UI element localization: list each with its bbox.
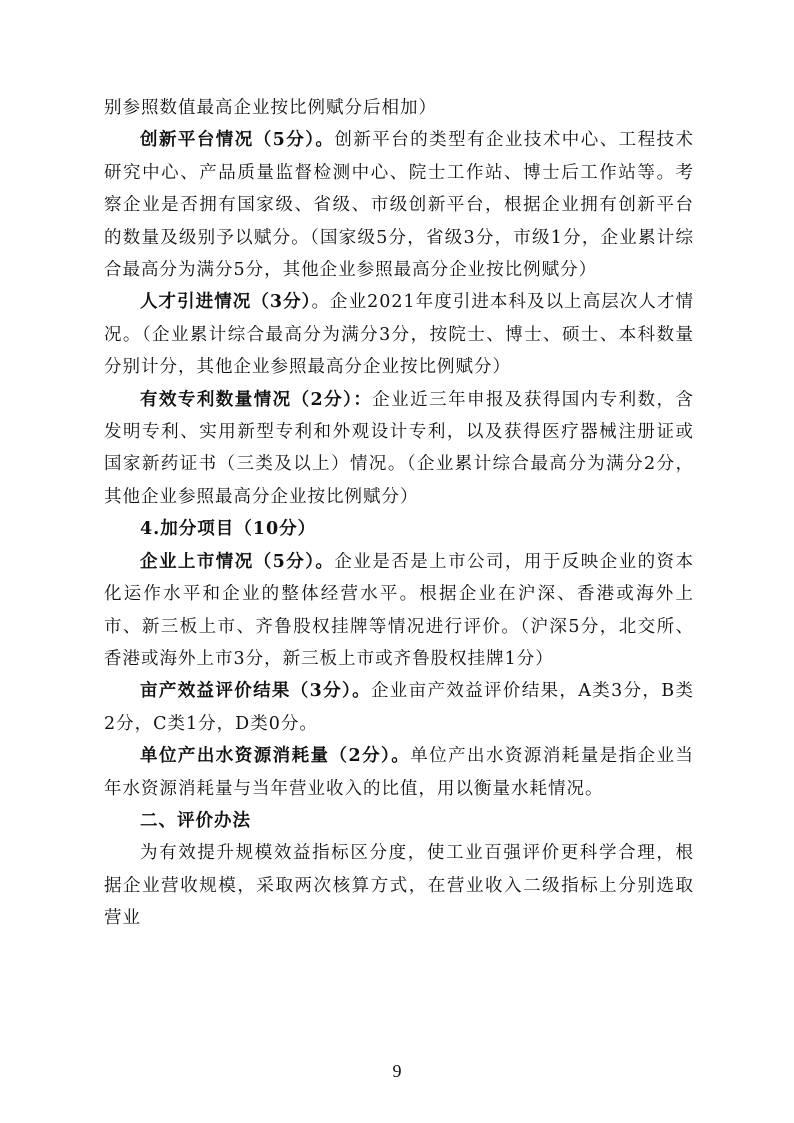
paragraph-heading: 二、评价办法 (140, 810, 251, 831)
paragraph-water-consumption (104, 740, 694, 805)
paragraph-text: 企业是否是上市公司，用于反映企业的资本化运作水平和企业的整体经营水平。根据企业在沪深、香港或海外上市、新三板上市、齐鲁股权挂牌等情况进行评价。（沪深5分，北交所、香港或海外上市3分，新三板上市或齐鲁股权挂牌1分） (104, 551, 694, 669)
page-number: 9 (392, 1061, 402, 1081)
paragraph-text: 别参照数值最高企业按比例赋分后相加） (104, 98, 437, 118)
paragraph-per-mu-benefit (104, 675, 694, 740)
paragraph-continuation (104, 92, 694, 124)
paragraph-text: 单位产出水资源消耗量是指企业当年水资源消耗量与当年营业收入的比值，用以衡量水耗情况。 (104, 746, 694, 799)
paragraph-heading: 亩产效益评价结果（3分）。 (140, 681, 371, 702)
section-heading-evaluation-method (104, 805, 694, 837)
paragraph-text: 企业亩产效益评价结果，A类3分，B类2分，C类1分，D类0分。 (104, 681, 694, 734)
paragraph-heading: 人才引进情况（3分） (140, 292, 312, 313)
paragraph-text: 企业近三年申报及获得国内专利数，含发明专利、实用新型专利和外观设计专利，以及获得医疗器械注册证或国家新药证书（三类及以上）情况。（企业累计综合最高分为满分2分，其他企业参照最高分企业按比例赋分） (104, 389, 694, 507)
document-body (104, 92, 694, 935)
section-heading-bonus-items (104, 513, 694, 545)
paragraph-heading: 有效专利数量情况（2分）： (140, 389, 373, 410)
paragraph-text: 。企业2021年度引进本科及以上高层次人才情况。（企业累计综合最高分为满分3分，按院士、博士、硕士、本科数量分别计分，其他企业参照最高分企业按比例赋分） (104, 292, 694, 378)
paragraph-text: 为有效提升规模效益指标区分度，使工业百强评价更科学合理，根据企业营收规模，采取两次核算方式，在营业收入二级指标上分别选取营业 (104, 843, 694, 929)
paragraph-valid-patents (104, 384, 694, 514)
paragraph-innovation-platform (104, 124, 694, 286)
paragraph-talent-introduction (104, 286, 694, 383)
paragraph-evaluation-method (104, 837, 694, 934)
paragraph-heading: 单位产出水资源消耗量（2分）。 (140, 746, 411, 767)
paragraph-listing-status (104, 546, 694, 676)
paragraph-heading: 创新平台情况（5分）。 (140, 130, 335, 151)
paragraph-heading: 4.加分项目（10分） (140, 519, 317, 540)
paragraph-text: 创新平台的类型有企业技术中心、工程技术研究中心、产品质量监督检测中心、院士工作站、博士后工作站等。考察企业是否拥有国家级、省级、市级创新平台，根据企业拥有创新平台的数量及级别予以赋分。（国家级5分，省级3分，市级1分，企业累计综合最高分为满分5分，其他企业参照最高分企业按比例赋分） (104, 130, 694, 281)
paragraph-heading: 企业上市情况（5分）。 (140, 551, 335, 572)
